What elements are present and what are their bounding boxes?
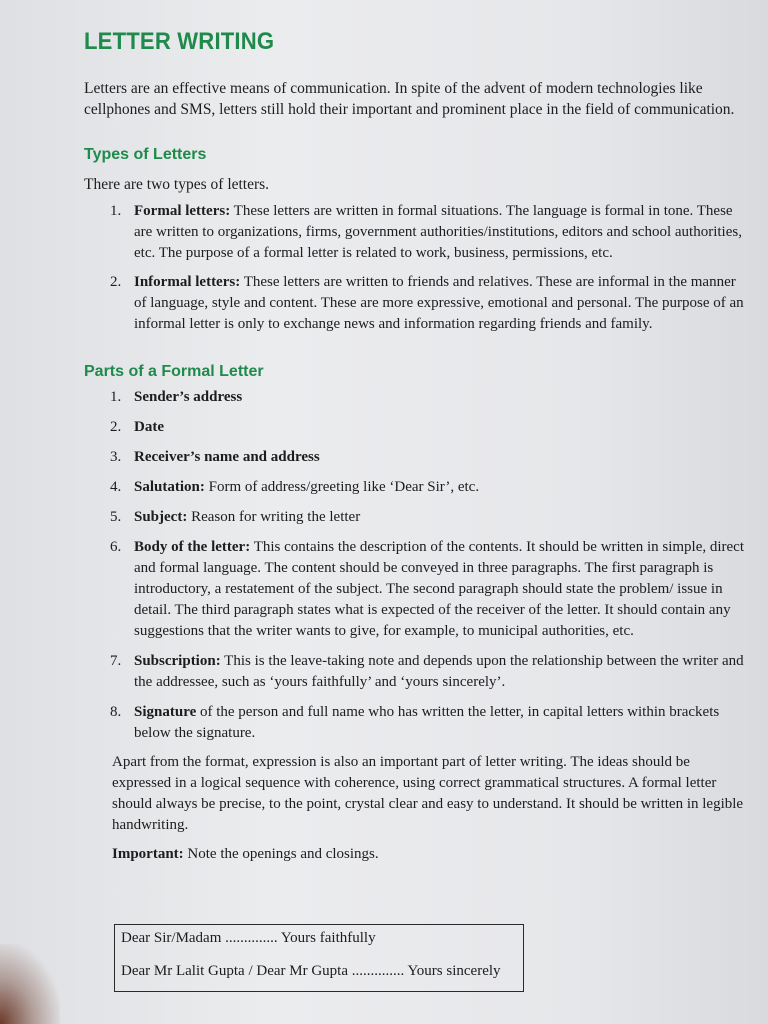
item-text: Form of address/greeting like ‘Dear Sir’, etc. [204, 479, 480, 495]
list-item [84, 201, 746, 264]
item-text: Reason for writing the letter [187, 509, 361, 525]
example-row [121, 963, 501, 980]
important-note [112, 844, 746, 865]
closing-section [84, 752, 746, 865]
list-item [84, 507, 746, 528]
list-item [84, 477, 746, 498]
intro-paragraph: Letters are an effective means of communication. In spite of the advent of modern technologies like cellphones and SMS, letters still hold their important and prominent place in the field of communication. [84, 80, 735, 118]
list-item [84, 537, 746, 642]
openings-closings-box [114, 924, 524, 992]
item-term: Signature [134, 704, 197, 720]
page-content [84, 28, 746, 865]
list-item [84, 651, 746, 693]
example-dots: .............. [221, 930, 281, 946]
item-term: Receiver’s name and address [134, 449, 320, 465]
item-number: 3. [110, 449, 122, 465]
page-shadow [0, 944, 60, 1024]
parts-list [84, 387, 746, 744]
item-number: 6. [110, 539, 122, 555]
item-term: Informal letters: [134, 274, 241, 290]
item-number: 8. [110, 704, 122, 720]
parts-heading: Parts of a Formal Letter [84, 363, 264, 380]
example-dots: .............. [348, 963, 408, 979]
list-item [84, 272, 746, 335]
list-item [84, 447, 746, 468]
example-row [121, 930, 376, 947]
item-text: This contains the description of the contents. It should be written in simple, direct and formal language. The content should be conveyed in three paragraphs. The first paragraph is introductory, a restatement of the subject. The second paragraph should state the problem/ issue in detail. The third paragraph states what is expected of the receiver of the letter. It should contain any suggestions that the writer wants to give, for example, to municipal authorities, etc. [134, 539, 745, 639]
item-term: Subscription: [134, 653, 221, 669]
item-number: 1. [110, 389, 122, 405]
types-list [84, 201, 746, 335]
item-term: Formal letters: [134, 203, 231, 219]
item-text: These letters are written to friends and relatives. These are informal in the manner of language, style and content. These are more expressive, emotional and personal. The purpose of an informal letter is only to exchange news and information regarding friends and family. [134, 274, 744, 332]
item-number: 4. [110, 479, 122, 495]
item-number: 5. [110, 509, 122, 525]
item-number: 2. [110, 274, 122, 290]
list-item [84, 702, 746, 744]
list-item [84, 387, 746, 408]
item-term: Subject: [134, 509, 188, 525]
item-term: Salutation: [134, 479, 205, 495]
item-text: This is the leave-taking note and depends upon the relationship between the writer and the addressee, such as ‘yours faithfully’ and ‘yours sincerely’. [134, 653, 744, 690]
types-lead: There are two types of letters. [84, 176, 270, 193]
item-text: These letters are written in formal situations. The language is formal in tone. These are written to organizations, firms, government authorities/institutions, editors and school authorities, etc. The purpose of a formal letter is related to work, business, permissions, etc. [134, 203, 742, 261]
example-opening: Dear Mr Lalit Gupta / Dear Mr Gupta [121, 963, 349, 979]
item-term: Body of the letter: [134, 539, 251, 555]
page-title: LETTER WRITING [84, 28, 275, 55]
item-term: Date [134, 419, 164, 435]
important-label: Important: [112, 846, 184, 862]
example-closing: Yours sincerely [407, 963, 501, 979]
item-number: 7. [110, 653, 122, 669]
item-number: 2. [110, 419, 122, 435]
item-number: 1. [110, 203, 122, 219]
example-opening: Dear Sir/Madam [121, 930, 222, 946]
important-text: Note the openings and closings. [183, 846, 379, 862]
types-heading: Types of Letters [84, 146, 207, 163]
item-term: Sender’s address [134, 389, 243, 405]
item-text: of the person and full name who has written the letter, in capital letters within brackets below the signature. [134, 704, 720, 741]
example-closing: Yours faithfully [280, 930, 376, 946]
list-item [84, 417, 746, 438]
format-paragraph: Apart from the format, expression is also an important part of letter writing. The ideas should be expressed in a logical sequence with coherence, using correct grammatical structures. A formal letter should always be precise, to the point, crystal clear and easy to understand. It should be written in legible handwriting. [112, 754, 744, 833]
